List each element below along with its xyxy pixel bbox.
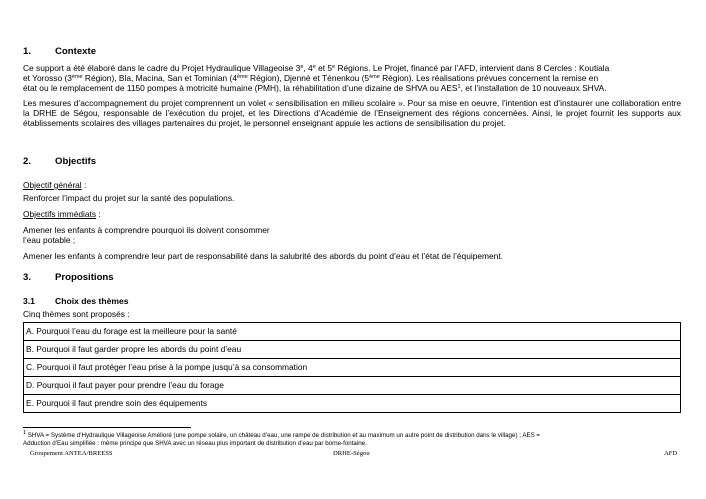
footnote-text-1: SHVA = Système d’Hydraulique Villageoise Amélioré (une pompe solaire, un château d’eau, une rampe de distribution et au maximum un autre point de distribution dans le village) ; AES = xyxy=(26,432,541,439)
section-1-number: 1. xyxy=(23,46,32,57)
footnote-separator xyxy=(23,427,191,428)
section-3-heading xyxy=(23,272,114,284)
theme-row: C. Pourquoi il faut protéger l’eau prise à la pompe jusqu’à sa consommation xyxy=(24,358,680,376)
subsection-3-1-title: Choix des thèmes xyxy=(55,296,129,306)
immediate-objective-1-line-1: Amener les enfants à comprendre pourquoi ils doivent consommer xyxy=(23,225,270,235)
superscript: 1 xyxy=(457,84,461,90)
footnote-line-1 xyxy=(23,432,540,440)
text-run: Ce support a été élaboré dans le cadre du Projet Hydraulique Villageoise 3 xyxy=(23,63,301,73)
subsection-3-1-number: 3.1 xyxy=(23,296,35,306)
section-2-title: Objectifs xyxy=(55,156,97,167)
theme-row: E. Pourquoi il faut prendre soin des équipements xyxy=(24,394,680,412)
text-run: et 5 xyxy=(315,63,333,73)
text-run: et Yorosso (3 xyxy=(23,73,72,83)
superscript: ème xyxy=(71,74,83,80)
text-run: Région), Bla, Macina, San et Tominian (4 xyxy=(82,73,237,83)
immediate-objective-1-line-2: l’eau potable ; xyxy=(23,235,76,245)
immediate-objectives-label-line xyxy=(23,209,101,219)
text-run: état ou le remplacement de 1150 pompes à motricité humaine (PMH), la réhabilitation d’une dizaine de SHVA ou AES xyxy=(23,83,458,93)
immediate-objective-2: Amener les enfants à comprendre leur part de responsabilité dans la salubrité des abords du point d’eau et l’état de l’équipement. xyxy=(23,251,503,261)
section-2-heading xyxy=(23,156,96,168)
general-objective-label-line xyxy=(23,180,86,190)
general-objective-label: Objectif général xyxy=(23,180,82,190)
theme-row: A. Pourquoi l’eau du forage est la meilleure pour la santé xyxy=(26,326,237,336)
footer-right: AFD xyxy=(664,450,678,457)
immediate-objectives-suffix: : xyxy=(96,209,101,219)
section-2-number: 2. xyxy=(23,156,32,167)
theme-row: D. Pourquoi il faut payer pour prendre l’eau du forage xyxy=(24,376,680,394)
footnote-marker: 1 xyxy=(23,430,27,436)
superscript: ème xyxy=(237,74,248,80)
text-run: , et l’installation de 10 nouveaux SHVA. xyxy=(460,83,607,93)
text-run: Région). Les réalisations prévues concernent la remise en xyxy=(379,73,599,83)
general-objective-suffix: : xyxy=(81,180,87,190)
section-1-title: Contexte xyxy=(55,46,97,57)
superscript: e xyxy=(332,64,336,70)
footer-left: Groupement ANTEA/BREESS xyxy=(30,450,113,457)
footnote-line-2: Adduction d’Eau simplifiée : même principe que SHVA avec un réseau plus important de distribution d’eau par borne-fontaine. xyxy=(23,440,367,447)
footer-center: DRHE-Ségou xyxy=(333,450,370,457)
section-3-title: Propositions xyxy=(55,272,114,283)
superscript: e xyxy=(300,64,304,70)
section-1-heading xyxy=(23,46,96,58)
text-run: , 4 xyxy=(303,63,313,73)
immediate-objectives-label: Objectifs immédiats xyxy=(23,209,97,219)
superscript: ème xyxy=(369,74,380,80)
text-run: Région), Djenné et Ténenkou (5 xyxy=(247,73,370,83)
themes-table xyxy=(23,322,681,413)
context-paragraph-1 xyxy=(23,63,681,93)
general-objective-text: Renforcer l’impact du projet sur la santé des populations. xyxy=(23,193,235,203)
themes-intro: Cinq thèmes sont proposés : xyxy=(23,309,130,319)
text-run: Régions. Le Projet, financé par l’AFD, intervient dans 8 Cercles : Koutiala xyxy=(335,63,610,73)
theme-row: B. Pourquoi il faut garder propre les abords du point d’eau xyxy=(24,340,680,358)
superscript: e xyxy=(312,64,316,70)
subsection-3-1-heading xyxy=(23,296,129,306)
section-3-number: 3. xyxy=(23,272,32,283)
context-paragraph-2: Les mesures d’accompagnement du projet comprennent un volet « sensibilisation en milieu scolaire ». Pour sa mise en oeuvre, l’intention est d’instaurer une collaboration entre la DRHE de Ségou, responsable de l’exécution du projet, et les Directions d’Académie de l’Enseignement des régions concernées. Ainsi, le projet fournit les supports aux établissements scolaires des villages partenaires du projet, le personnel enseignant appuie les actions de sensibilisation du projet. xyxy=(23,98,681,128)
